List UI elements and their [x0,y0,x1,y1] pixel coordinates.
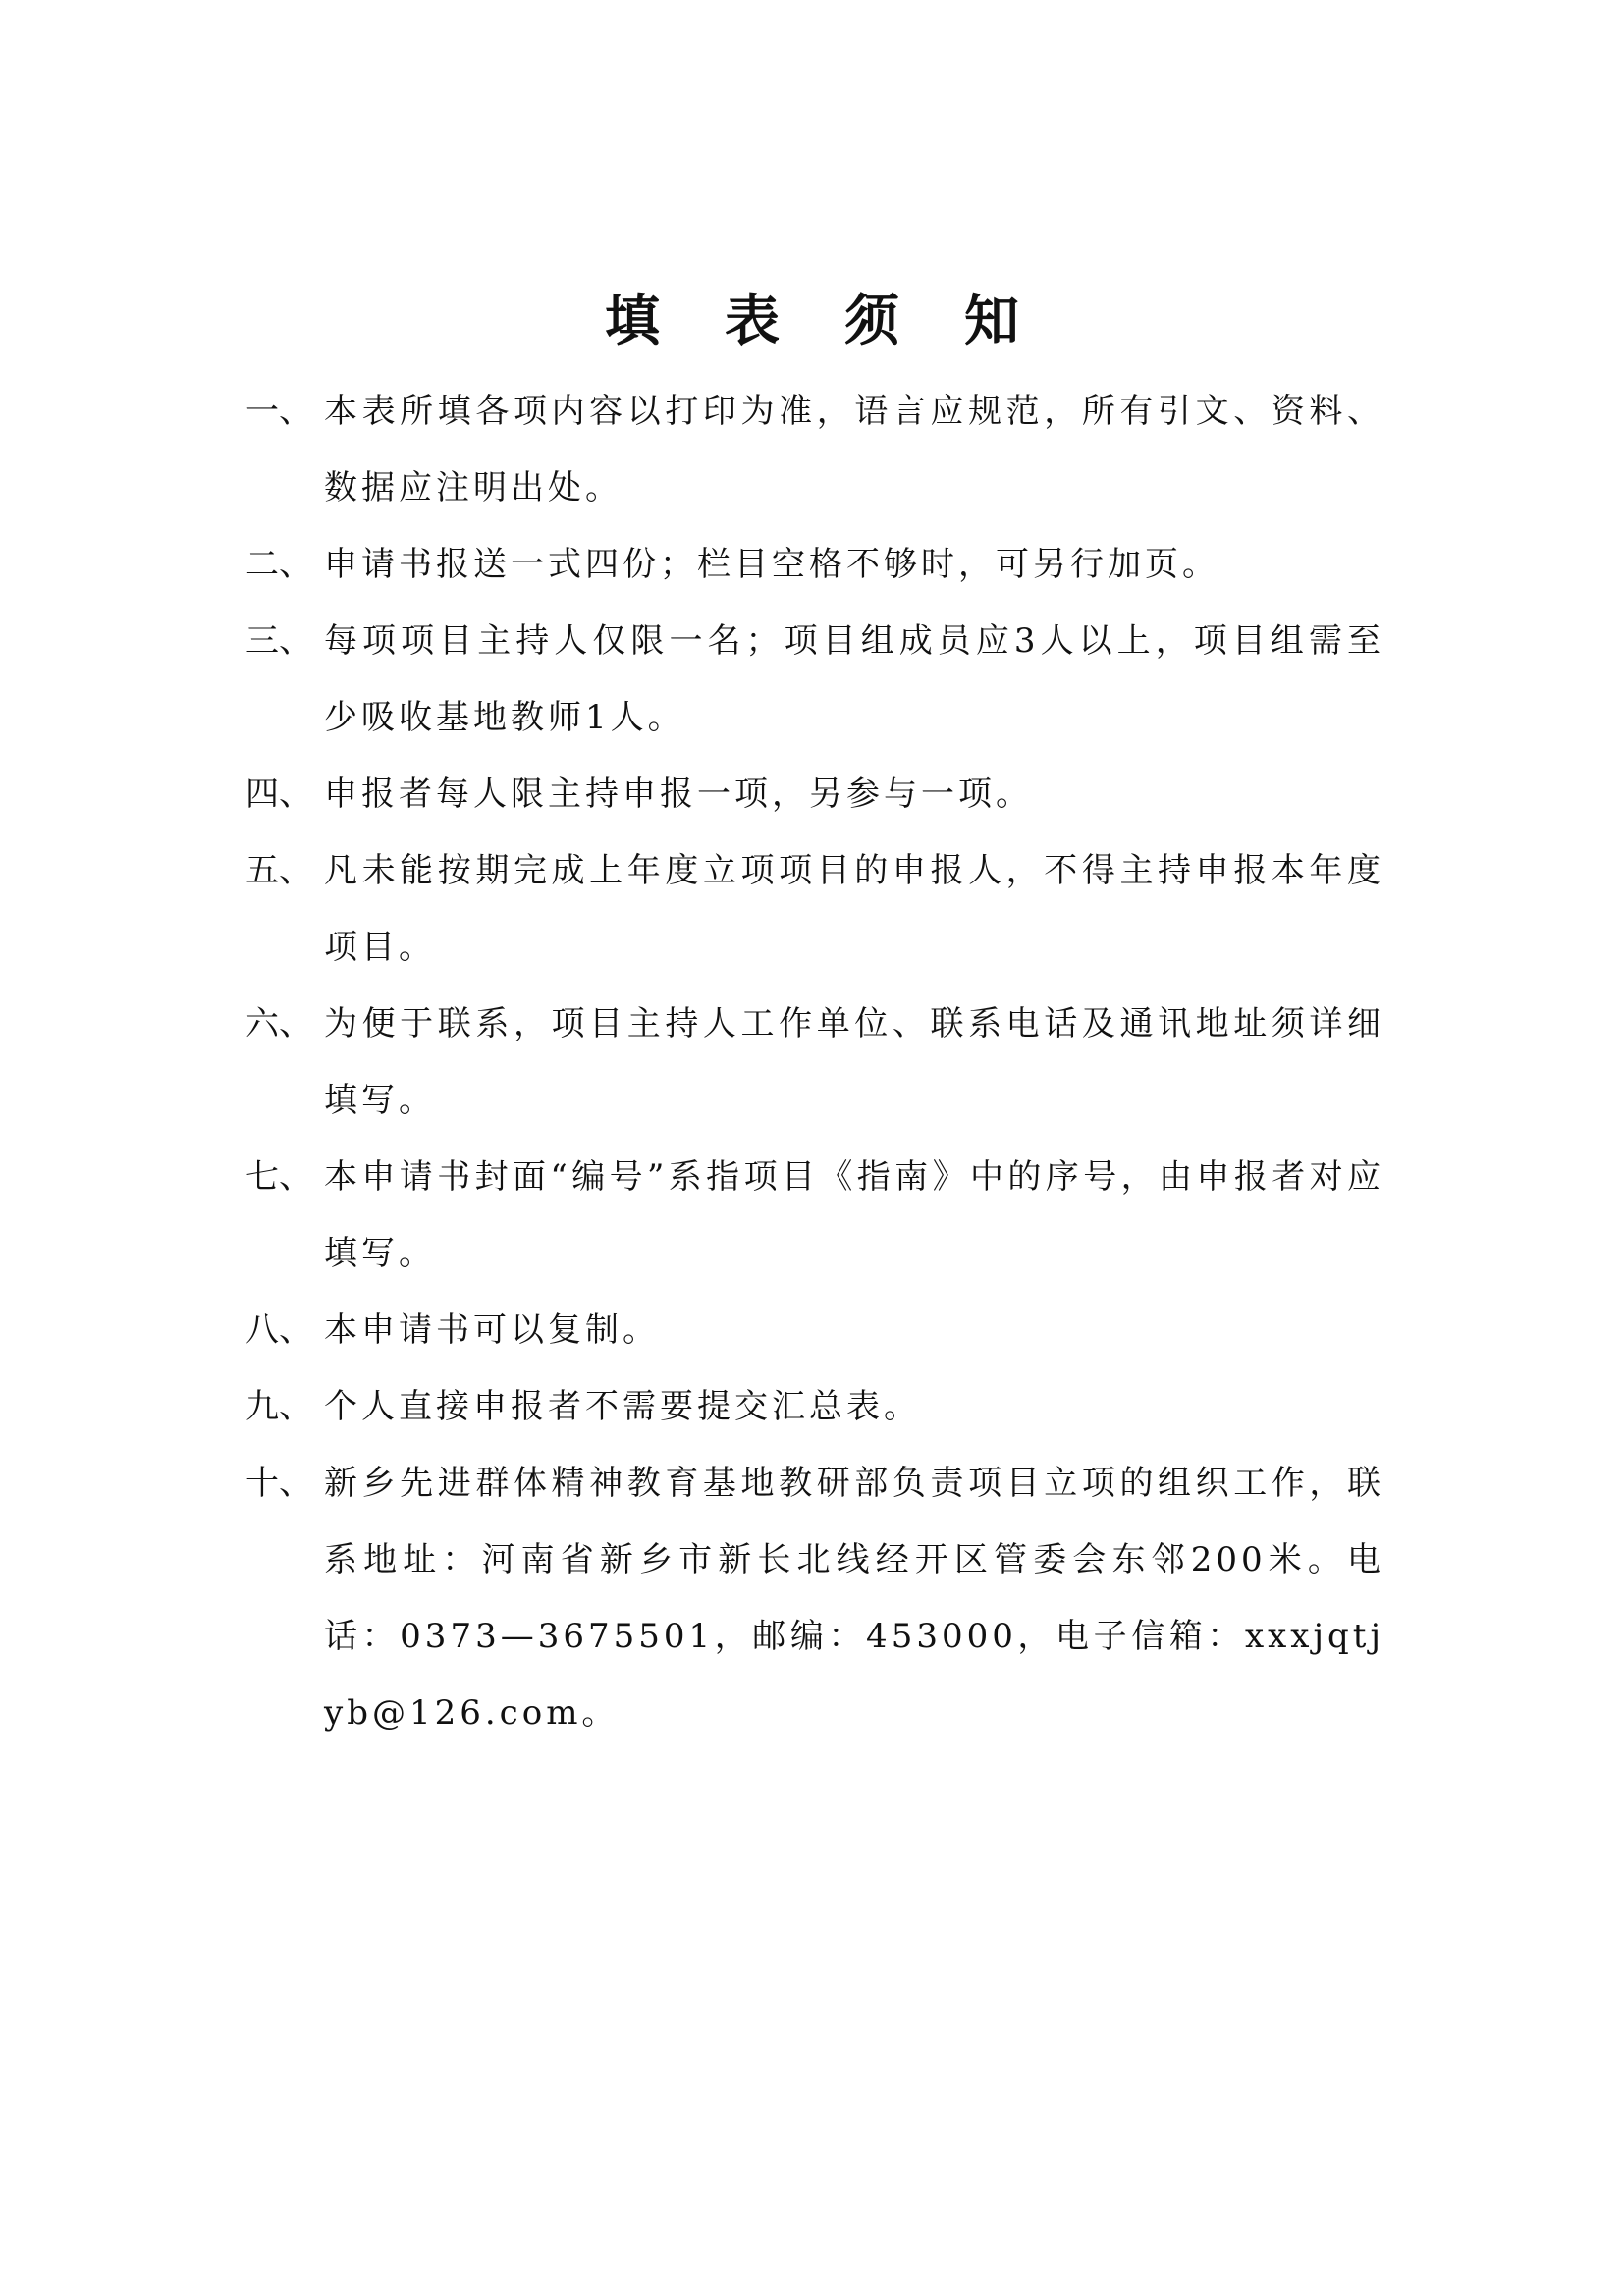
list-item [245,603,1384,756]
list-item [245,1292,1384,1368]
item-number: 八、 [245,1310,312,1350]
item-number: 六、 [245,1004,312,1043]
item-text: 本表所填各项内容以打印为准，语言应规范，所有引文、资料、数据应注明出处。 [324,392,1384,507]
list-item [245,1139,1384,1292]
item-text: 为便于联系，项目主持人工作单位、联系电话及通讯地址须详细填写。 [324,1004,1384,1120]
item-number: 四、 [245,774,312,814]
list-item [245,373,1384,526]
list-item [245,756,1384,832]
item-text: 申请书报送一式四份；栏目空格不够时，可另行加页。 [324,545,1219,584]
list-item [245,986,1384,1139]
instructions-list [245,373,1384,1751]
item-text: 申报者每人限主持申报一项，另参与一项。 [324,774,1033,814]
item-text: 本申请书可以复制。 [324,1310,660,1350]
item-number: 一、 [245,392,312,431]
item-number: 五、 [245,851,312,890]
item-number: 七、 [245,1157,312,1197]
item-text: 凡未能按期完成上年度立项项目的申报人，不得主持申报本年度项目。 [324,851,1384,967]
item-text: 新乡先进群体精神教育基地教研部负责项目立项的组织工作，联系地址：河南省新乡市新长北线经开区管委会东邻200米。电话：0373—3675501，邮编：453000，电子信箱：xxxjqtjyb@126.com。 [324,1464,1384,1733]
item-text: 每项项目主持人仅限一名；项目组成员应3人以上，项目组需至少吸收基地教师1人。 [324,621,1384,737]
list-item [245,526,1384,603]
list-item [245,1368,1384,1445]
list-item [245,832,1384,986]
item-number: 九、 [245,1387,312,1426]
item-number: 十、 [245,1464,312,1503]
item-number: 二、 [245,545,312,584]
list-item [245,1445,1384,1751]
item-number: 三、 [245,621,312,661]
item-text: 个人直接申报者不需要提交汇总表。 [324,1387,921,1426]
item-text: 本申请书封面“编号”系指项目《指南》中的序号，由申报者对应填写。 [324,1157,1384,1273]
page-title: 填表须知 [605,290,1084,353]
